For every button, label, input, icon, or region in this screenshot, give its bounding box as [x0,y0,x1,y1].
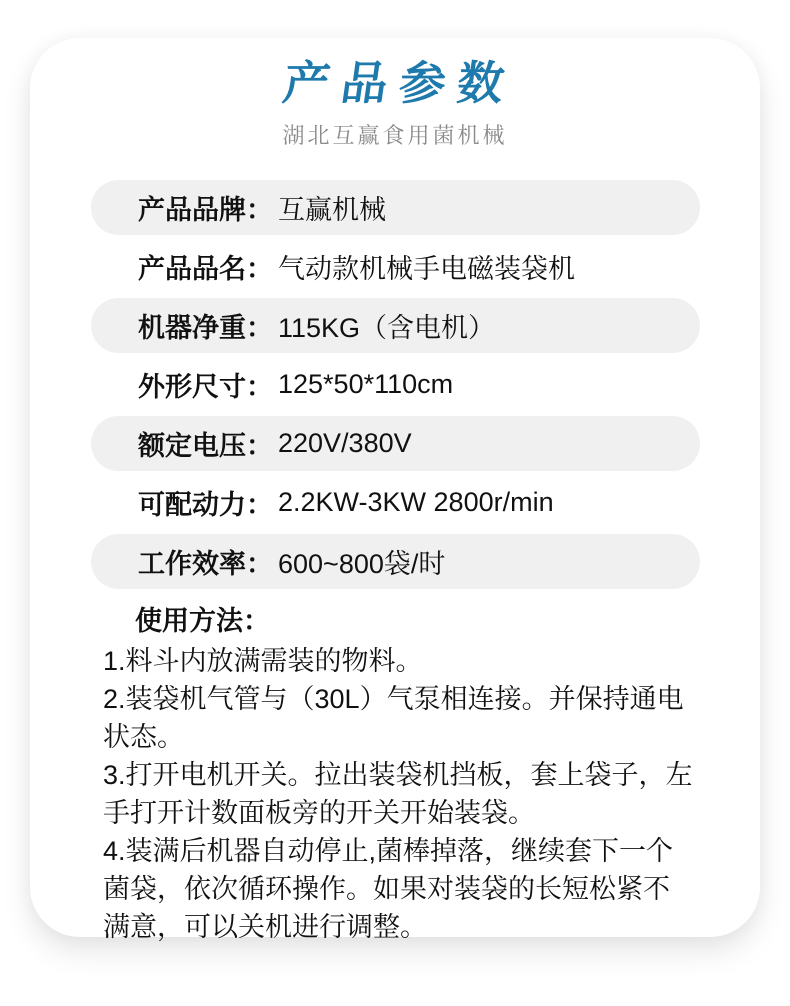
page-title: 产品参数 [279,57,520,109]
spec-row-efficiency [91,534,700,589]
spec-label: 产品品名： [138,253,273,284]
spec-list [91,180,700,589]
usage-section [103,602,695,946]
spec-row-net-weight [91,298,700,353]
spec-label: 机器净重： [138,312,273,343]
page-subtitle: 湖北互赢食用菌机械 [282,122,508,148]
spec-value: 125*50*110cm [278,368,454,399]
spec-value: 220V/380V [278,427,412,458]
product-params-card [30,38,760,942]
spec-label: 额定电压： [138,430,273,461]
usage-step-2: 2.装袋机气管与（30L）气泵相连接。并保持通电状态。 [103,683,684,752]
spec-label: 外形尺寸： [138,371,273,402]
usage-step-3: 3.打开电机开关。拉出装袋机挡板，套上袋子，左手打开计数面板旁的开关开始装袋。 [103,759,693,828]
spec-value: 2.2KW-3KW 2800r/min [278,486,554,517]
spec-row-voltage [91,416,700,471]
usage-step-4: 4.装满后机器自动停止,菌棒掉落，继续套下一个菌袋，依次循环操作。如果对装袋的长短松紧不满意，可以关机进行调整。 [103,835,674,942]
spec-label: 产品品牌： [138,194,273,225]
spec-value: 互赢机械 [278,194,386,225]
spec-value: 600~800袋/时 [278,548,446,579]
spec-row-power [91,475,700,530]
spec-row-brand [91,180,700,235]
spec-label: 可配动力： [138,489,273,520]
spec-value: 115KG（含电机） [278,312,496,343]
spec-value: 气动款机械手电磁装袋机 [278,253,575,284]
spec-label: 工作效率： [138,548,273,579]
spec-row-dimensions [91,357,700,412]
usage-heading: 使用方法： [135,605,270,636]
spec-row-product-name [91,239,700,294]
usage-step-1: 1.料斗内放满需装的物料。 [103,645,423,676]
